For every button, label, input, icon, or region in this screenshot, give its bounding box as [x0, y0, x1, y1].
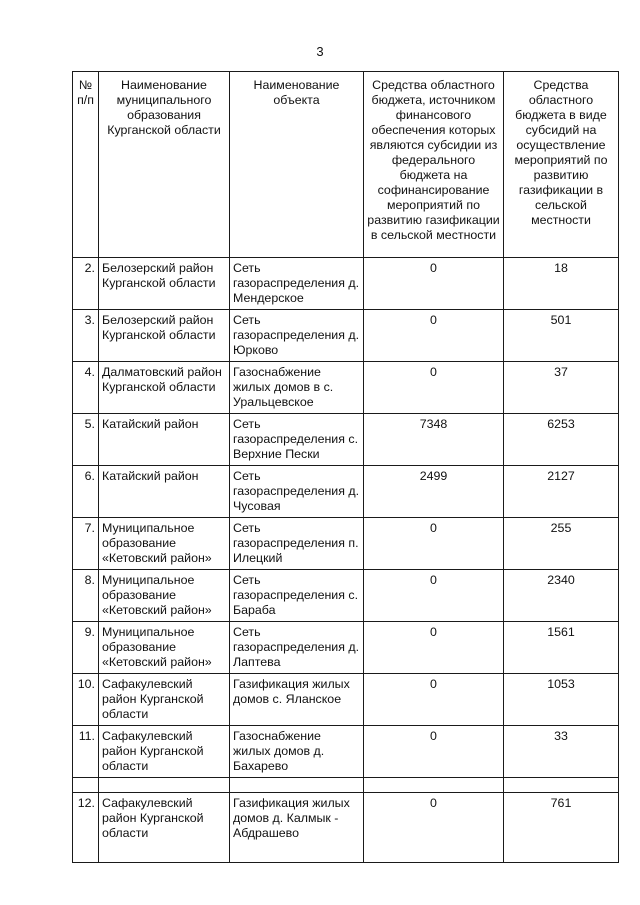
row-object: Сеть газораспределения д. Юрково [230, 310, 364, 362]
table-row [73, 570, 619, 622]
row-federal-funds: 2499 [364, 466, 504, 518]
row-subsidy-funds: 18 [504, 258, 619, 310]
row-number: 7. [73, 518, 99, 570]
row-object: Газоснабжение жилых домов в с. Уральцевское [230, 362, 364, 414]
row-number: 12. [73, 793, 99, 863]
row-number: 11. [73, 726, 99, 778]
row-federal-funds: 0 [364, 518, 504, 570]
header-federal-funds: Средства областного бюджета, источником финансового обеспечения которых являются субсидии из федерального бюджета на софинансирование мероприятий по развитию газификации в сельской местности [364, 72, 504, 258]
row-municipality: Далматовский район Курганской области [99, 362, 230, 414]
row-federal-funds: 0 [364, 310, 504, 362]
row-federal-funds: 0 [364, 726, 504, 778]
row-federal-funds: 0 [364, 258, 504, 310]
header-number: № п/п [73, 72, 99, 258]
row-municipality: Муниципальное образование «Кетовский район» [99, 518, 230, 570]
row-subsidy-funds: 2340 [504, 570, 619, 622]
table-row [73, 622, 619, 674]
row-number: 6. [73, 466, 99, 518]
row-federal-funds: 0 [364, 570, 504, 622]
row-municipality: Катайский район [99, 414, 230, 466]
table-row [73, 258, 619, 310]
header-object: Наименование объекта [230, 72, 364, 258]
header-subsidy-funds: Средства областного бюджета в виде субсидий на осуществление мероприятий по развитию газификации в сельской местности [504, 72, 619, 258]
budget-table [72, 71, 619, 863]
table-row [73, 414, 619, 466]
row-number: 10. [73, 674, 99, 726]
row-municipality: Муниципальное образование «Кетовский район» [99, 622, 230, 674]
row-municipality: Катайский район [99, 466, 230, 518]
row-municipality: Белозерский район Курганской области [99, 310, 230, 362]
row-object: Сеть газораспределения д. Мендерское [230, 258, 364, 310]
table-row [73, 310, 619, 362]
row-municipality: Сафакулевский район Курганской области [99, 726, 230, 778]
row-subsidy-funds: 255 [504, 518, 619, 570]
row-municipality: Белозерский район Курганской области [99, 258, 230, 310]
row-subsidy-funds: 37 [504, 362, 619, 414]
row-number: 4. [73, 362, 99, 414]
row-number: 5. [73, 414, 99, 466]
row-number: 8. [73, 570, 99, 622]
page-number: 3 [316, 44, 324, 59]
row-object: Газификация жилых домов с. Яланское [230, 674, 364, 726]
row-municipality: Сафакулевский район Курганской области [99, 793, 230, 863]
table-header-row [73, 72, 619, 258]
table-row [73, 518, 619, 570]
row-subsidy-funds: 6253 [504, 414, 619, 466]
row-number: 2. [73, 258, 99, 310]
row-number: 3. [73, 310, 99, 362]
row-federal-funds: 7348 [364, 414, 504, 466]
table-spacer [73, 778, 619, 793]
row-object: Газификация жилых домов д. Калмык - Абдрашево [230, 793, 364, 863]
row-object: Сеть газораспределения д. Чусовая [230, 466, 364, 518]
row-federal-funds: 0 [364, 793, 504, 863]
row-subsidy-funds: 2127 [504, 466, 619, 518]
row-number: 9. [73, 622, 99, 674]
row-object: Сеть газораспределения д. Лаптева [230, 622, 364, 674]
row-federal-funds: 0 [364, 622, 504, 674]
row-subsidy-funds: 501 [504, 310, 619, 362]
row-federal-funds: 0 [364, 674, 504, 726]
row-object: Газоснабжение жилых домов д. Бахарево [230, 726, 364, 778]
header-municipality: Наименование муниципального образования Курганской области [99, 72, 230, 258]
row-object: Сеть газораспределения с. Бараба [230, 570, 364, 622]
row-municipality: Муниципальное образование «Кетовский район» [99, 570, 230, 622]
table-row [73, 674, 619, 726]
row-municipality: Сафакулевский район Курганской области [99, 674, 230, 726]
row-subsidy-funds: 1053 [504, 674, 619, 726]
row-subsidy-funds: 1561 [504, 622, 619, 674]
table-row [73, 466, 619, 518]
row-object: Сеть газораспределения п. Илецкий [230, 518, 364, 570]
row-subsidy-funds: 761 [504, 793, 619, 863]
table-row [73, 793, 619, 863]
table-row [73, 362, 619, 414]
row-subsidy-funds: 33 [504, 726, 619, 778]
row-object: Сеть газораспределения с. Верхние Пески [230, 414, 364, 466]
table-row [73, 726, 619, 778]
row-federal-funds: 0 [364, 362, 504, 414]
